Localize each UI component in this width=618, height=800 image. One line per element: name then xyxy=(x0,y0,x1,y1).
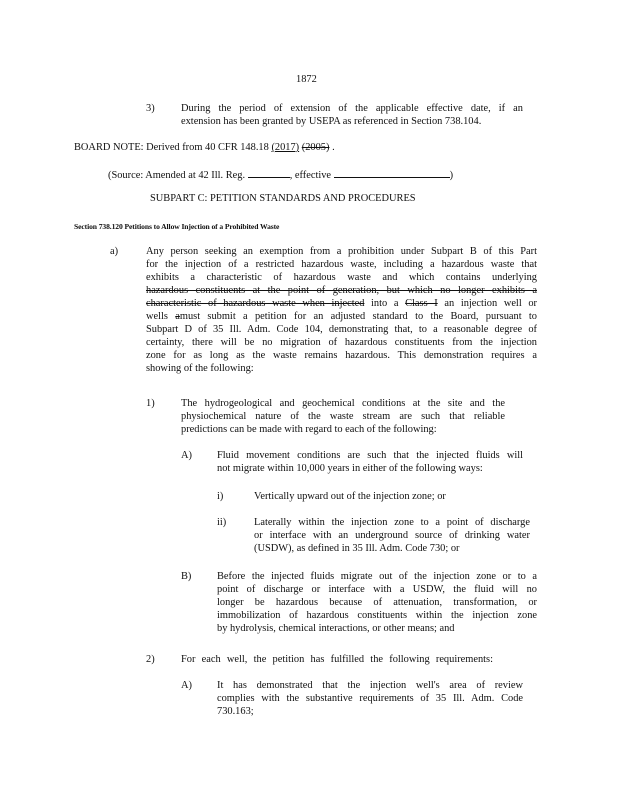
item-1-text xyxy=(181,397,505,436)
item-3-line-2: extension has been granted by USEPA as referenced in Section 738.104. xyxy=(181,116,482,127)
item-A-label: A) xyxy=(181,450,192,461)
para-a-line-6 xyxy=(146,310,537,323)
para-a-line-9: zone for as long as the waste remains hazardous. This demonstration requires a xyxy=(146,350,537,361)
para-a-line-1: Any person seeking an exemption from a prohibition under Subpart B of this Part xyxy=(146,246,537,257)
board-note-end: . xyxy=(332,142,335,153)
item-2-text xyxy=(181,653,493,666)
item-A-text xyxy=(217,449,523,475)
item-2-label: 2) xyxy=(146,654,155,665)
para-a-label: a) xyxy=(110,246,119,257)
item-B-line-3: longer be hazardous because of attenuation, transformation, or xyxy=(217,597,537,608)
source-close: ) xyxy=(449,170,454,181)
item-ii-label: ii) xyxy=(217,517,227,528)
para-a-line-4-deleted: hazardous constituents at the point of generation, but which no longer exhibits a xyxy=(146,285,537,296)
item-1-label: 1) xyxy=(146,398,155,409)
para-a-line-10: showing of the following: xyxy=(146,363,254,374)
item-2A-line-3: 730.163; xyxy=(217,706,254,717)
item-B-line-4: immobilization of hazardous constituents within the injection zone xyxy=(217,610,537,621)
item-ii-line-2: or interface with an underground source of drinking water xyxy=(254,530,530,541)
para-a-line-5-end: an injection well or xyxy=(437,298,537,309)
item-A-line-2: not migrate within 10,000 years in either of the following ways: xyxy=(217,463,483,474)
item-i-label: i) xyxy=(217,491,224,502)
item-2-line-1: For each well, the petition has fulfilled the following requirements: xyxy=(181,654,493,665)
source-effective-label: , effective xyxy=(289,170,332,181)
item-2A-line-2: complies with the substantive requirements of 35 Ill. Adm. Code xyxy=(217,693,523,704)
item-3-text xyxy=(181,102,523,128)
source-reg-blank xyxy=(248,168,290,178)
para-a-line-5-mid: into a xyxy=(364,298,406,309)
item-1-line-3: predictions can be made with regard to each of the following: xyxy=(181,424,437,435)
para-a-line-5 xyxy=(146,297,537,310)
item-B-line-5: by hydrolysis, chemical interactions, or other means; and xyxy=(217,623,455,634)
item-3-label: 3) xyxy=(146,103,155,114)
item-i-text xyxy=(254,490,524,503)
item-2A-text xyxy=(217,679,523,718)
page-number: 1872 xyxy=(296,74,317,85)
item-1-line-2: physiochemical nature of the waste stream are such that reliable xyxy=(181,411,505,422)
para-a-line-6-b: must submit a petition for an adjusted standard to the Board, pursuant to xyxy=(179,311,537,322)
para-a-line-6-a: wells xyxy=(146,311,176,322)
para-a-line-7: Subpart D of 35 Ill. Adm. Code 104, demonstrating that, to a reasonable degree of xyxy=(146,324,537,335)
board-note xyxy=(74,142,335,153)
item-3-line-1: During the period of extension of the applicable effective date, if an xyxy=(181,103,523,114)
item-B-label: B) xyxy=(181,571,192,582)
section-heading: Section 738.120 Petitions to Allow Injection of a Prohibited Waste xyxy=(74,222,280,231)
board-note-old-year: (2005) xyxy=(301,142,330,153)
item-i-line-1: Vertically upward out of the injection zone; or xyxy=(254,491,446,502)
para-a-line-6-deleted: a xyxy=(175,311,180,322)
para-a-line-8: certainty, there will be no migration of hazardous constituents from the injection xyxy=(146,337,537,348)
item-ii-line-3: (USDW), as defined in 35 Ill. Adm. Code 730; or xyxy=(254,543,460,554)
item-B-text xyxy=(217,570,537,635)
para-a-line-5-deleted: characteristic of hazardous waste when injected xyxy=(146,298,365,309)
para-a-line-3: exhibits a characteristic of hazardous waste and which contains underlying xyxy=(146,272,537,283)
source-note xyxy=(108,168,453,181)
item-1-line-1: The hydrogeological and geochemical conditions at the site and the xyxy=(181,398,505,409)
board-note-text: BOARD NOTE: Derived from 40 CFR 148.18 xyxy=(74,142,269,153)
item-B-line-2: point of discharge or interface with a USDW, the fluid will no xyxy=(217,584,537,595)
item-A-line-1: Fluid movement conditions are such that the injected fluids will xyxy=(217,450,523,461)
board-note-new-year: (2017) xyxy=(271,142,300,153)
source-date-blank xyxy=(334,168,450,178)
item-B-line-1: Before the injected fluids migrate out of the injection zone or to a xyxy=(217,571,537,582)
item-ii-line-1: Laterally within the injection zone to a point of discharge xyxy=(254,517,530,528)
para-a-line-2: for the injection of a restricted hazardous waste, including a hazardous waste that xyxy=(146,259,537,270)
item-2A-line-1: It has demonstrated that the injection well's area of review xyxy=(217,680,523,691)
source-prefix: (Source: Amended at 42 Ill. Reg. xyxy=(108,170,246,181)
para-a-line-5-deleted-class: Class I xyxy=(405,298,438,309)
subpart-heading: SUBPART C: PETITION STANDARDS AND PROCEDURES xyxy=(150,193,416,204)
item-ii-text xyxy=(254,516,530,555)
item-2A-label: A) xyxy=(181,680,192,691)
para-a-text xyxy=(146,245,537,375)
